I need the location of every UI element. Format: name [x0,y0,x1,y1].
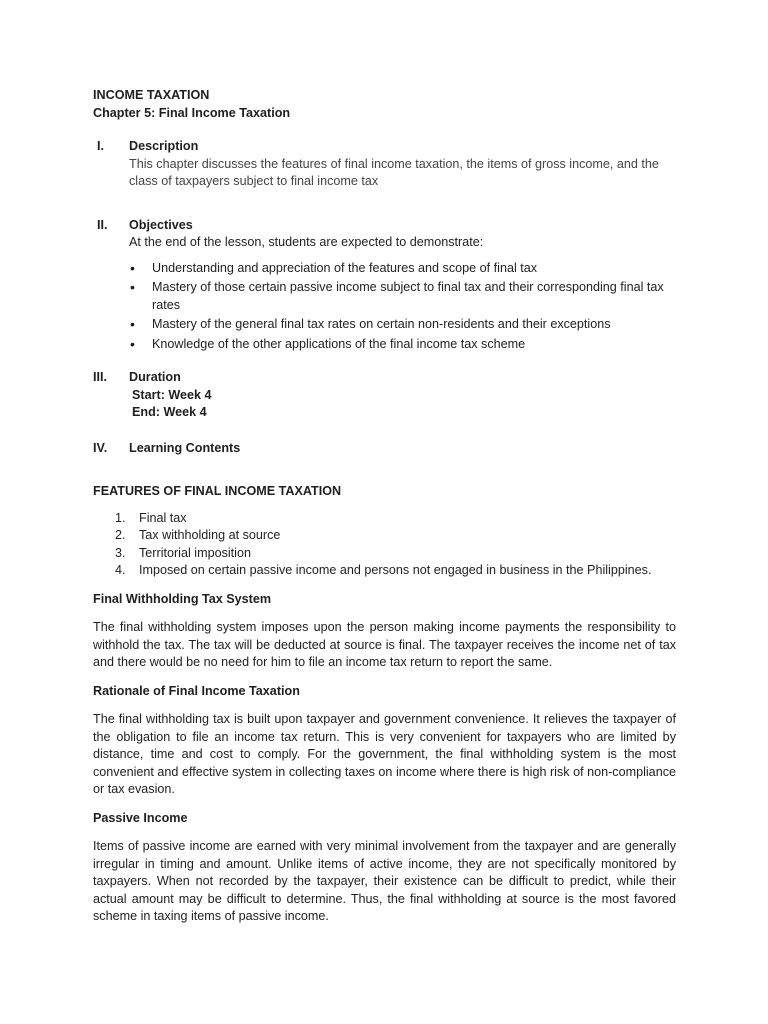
list-item [93,510,676,528]
passive-paragraph: Items of passive income are earned with very minimal involvement from the taxpayer and are generally irregular in timing and amount. Unlike items of active income, they are not specifically monitored by taxpayers. When not recorded by the taxpayer, their existence can be difficult to predict, while their actual amount may be difficult to determine. Thus, the final withholding at source is the most favored scheme in taxing items of passive income. [93,839,676,923]
section-duration [93,369,676,422]
section-learning-contents [93,440,676,458]
fwts-paragraph: The final withholding system imposes upon the person making income payments the responsibility to withhold the tax. The tax will be deducted at source is final. The taxpayer receives the income net of tax and there would be no need for him to file an income tax return to report the same. [93,620,676,669]
list-item [93,562,676,580]
list-text: Tax withholding at source [139,528,281,542]
section-heading: Objectives [129,217,193,232]
section-description [93,138,676,191]
section-number: II. [97,217,108,232]
fwts-heading: Final Withholding Tax System [93,591,272,606]
list-text: Territorial imposition [139,545,251,560]
duration-start: Start: Week 4 [132,387,212,402]
passive-heading: Passive Income [93,810,188,825]
list-number: 4. [115,563,126,577]
section-number: III. [93,370,107,384]
section-objectives [93,217,676,356]
features-list [93,510,676,580]
list-text: Final tax [139,510,187,525]
rationale-paragraph: The final withholding tax is built upon taxpayer and government convenience. It relieves the taxpayer of the obligation to file an income tax return. This is very convenient for taxpayers who are limited by distance, time and cost to comply. For the government, the final withholding system is the most convenient and effective system in collecting taxes on income where there is high risk of non-compliance or tax evasion. [93,712,676,796]
list-item: • Knowledge of the other applications of the final income tax scheme [129,336,676,354]
rationale-heading: Rationale of Final Income Taxation [93,683,300,698]
doc-title: INCOME TAXATION [93,88,210,102]
list-item [93,545,676,563]
list-number: 1. [115,510,126,525]
list-item: • Understanding and appreciation of the features and scope of final tax [129,260,676,278]
section-number: I. [97,139,104,153]
list-item: • Mastery of the general final tax rates on certain non-residents and their exceptions [129,316,676,334]
objectives-intro: At the end of the lesson, students are expected to demonstrate: [129,235,484,249]
features-heading: FEATURES OF FINAL INCOME TAXATION [93,484,342,498]
list-text: Imposed on certain passive income and persons not engaged in business in the Philippines. [139,563,652,577]
duration-end: End: Week 4 [132,405,207,419]
list-number: 3. [115,545,126,560]
chapter-title: Chapter 5: Final Income Taxation [93,105,291,120]
list-item: • Mastery of those certain passive income subject to final tax and their corresponding final tax rates [129,279,676,314]
list-number: 2. [115,528,126,542]
section-number: IV. [93,440,108,455]
doc-header [93,87,676,122]
list-item [93,527,676,545]
section-heading: Duration [129,370,181,384]
section-heading: Description [129,139,199,153]
section-heading: Learning Contents [129,440,241,455]
objectives-list [129,260,676,354]
description-text: This chapter discusses the features of final income taxation, the items of gross income, and the class of taxpayers subject to final income tax [129,156,659,188]
